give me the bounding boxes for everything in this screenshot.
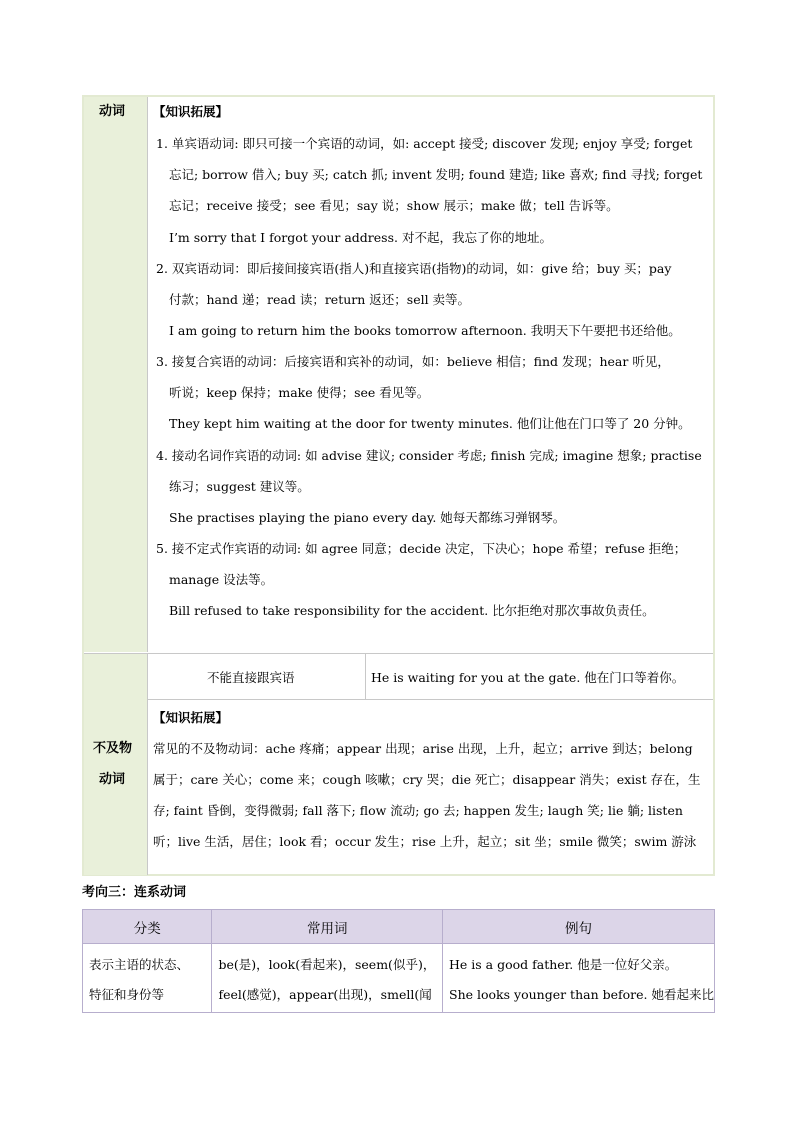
verb-line-3: 忘记；receive 接受；see 看见；say 说；show 展示；make 做；tell 告诉等。 <box>169 198 619 213</box>
intransitive-heading: 【知识拓展】 <box>153 710 229 725</box>
verb-example-5: Bill refused to take responsibility for the accident. 比尔拒绝对那次事故负责任。 <box>169 603 655 618</box>
verb-line-12: 练习；suggest 建议等。 <box>169 479 310 494</box>
verb-line-1: 1. 单宾语动词: 即只可接一个宾语的动词，如: accept 接受; discover 发现; enjoy 享受; forget <box>156 136 693 151</box>
category-line-2: 特征和身份等 <box>89 987 165 1002</box>
verb-heading: 【知识拓展】 <box>153 104 229 119</box>
example-line-2: She looks younger than before. 她看起来比 <box>449 987 714 1002</box>
table-header-row <box>83 910 715 944</box>
verb-label: 动词 <box>99 104 126 119</box>
header-example: 例句 <box>443 910 715 944</box>
verb-example-3: They kept him waiting at the door for twenty minutes. 他们让他在门口等了 20 分钟。 <box>169 416 691 431</box>
section3-title: 考向三：连系动词 <box>82 885 187 900</box>
verb-example-1: I’m sorry that I forgot your address. 对不起，我忘了你的地址。 <box>169 230 552 245</box>
intransitive-rule: 不能直接跟宾语 <box>207 670 295 685</box>
verb-line-6: 付款；hand 递；read 读；return 返还；sell 卖等。 <box>169 292 471 307</box>
words-line-1: be(是)，look(看起来)，seem(似乎)， <box>218 957 436 972</box>
linking-verb-table <box>82 909 715 1013</box>
words-line-2: feel(感觉)，appear(出现)，smell(闻 <box>218 987 432 1002</box>
header-category: 分类 <box>83 910 212 944</box>
category-line-1: 表示主语的状态、 <box>89 957 190 972</box>
intransitive-line-2: 属于；care 关心；come 来；cough 咳嗽；cry 哭；die 死亡；disappear 消失；exist 存在，生 <box>153 772 701 787</box>
verb-line-9: 听说；keep 保持；make 使得；see 看见等。 <box>169 385 430 400</box>
verb-line-8: 3. 接复合宾语的动词：后接宾语和宾补的动词，如：believe 相信；find 发现；hear 听见， <box>156 354 670 369</box>
intransitive-label-line2: 动词 <box>99 772 126 787</box>
header-common-words: 常用词 <box>212 910 443 944</box>
verb-line-11: 4. 接动名词作宾语的动词: 如 advise 建议; consider 考虑; finish 完成; imagine 想象; practise <box>156 448 702 463</box>
intransitive-line-1: 常见的不及物动词：ache 疼痛；appear 出现；arise 出现，上升，起立；arrive 到达；belong <box>153 741 693 756</box>
example-line-1: He is a good father. 他是一位好父亲。 <box>449 957 678 972</box>
verb-line-15: manage 设法等。 <box>169 572 274 587</box>
intransitive-label-line1: 不及物 <box>93 741 133 756</box>
table-row <box>83 944 715 1013</box>
intransitive-line-3: 存; faint 昏倒，变得微弱; fall 落下; flow 流动; go 去; happen 发生; laugh 笑; lie 躺; listen <box>153 803 683 818</box>
verb-example-4: She practises playing the piano every day. 她每天都练习弹钢琴。 <box>169 510 566 525</box>
verb-line-5: 2. 双宾语动词：即后接间接宾语(指人)和直接宾语(指物)的动词，如：give 给；buy 买；pay <box>156 261 672 276</box>
verb-label-cell <box>84 97 148 652</box>
verb-line-2: 忘记; borrow 借入; buy 买; catch 抓; invent 发明; found 建造; like 喜欢; find 寻找; forget <box>169 167 703 182</box>
intransitive-label-cell <box>84 653 148 875</box>
verb-line-14: 5. 接不定式作宾语的动词: 如 agree 同意；decide 决定，下决心；hope 希望；refuse 拒绝； <box>156 541 687 556</box>
intransitive-example: He is waiting for you at the gate. 他在门口等着你。 <box>371 670 685 685</box>
intransitive-line-4: 听；live 生活，居住；look 看；occur 发生；rise 上升，起立；sit 坐；smile 微笑；swim 游泳 <box>153 834 697 849</box>
verb-example-2: I am going to return him the books tomorrow afternoon. 我明天下午要把书还给他。 <box>169 323 681 338</box>
